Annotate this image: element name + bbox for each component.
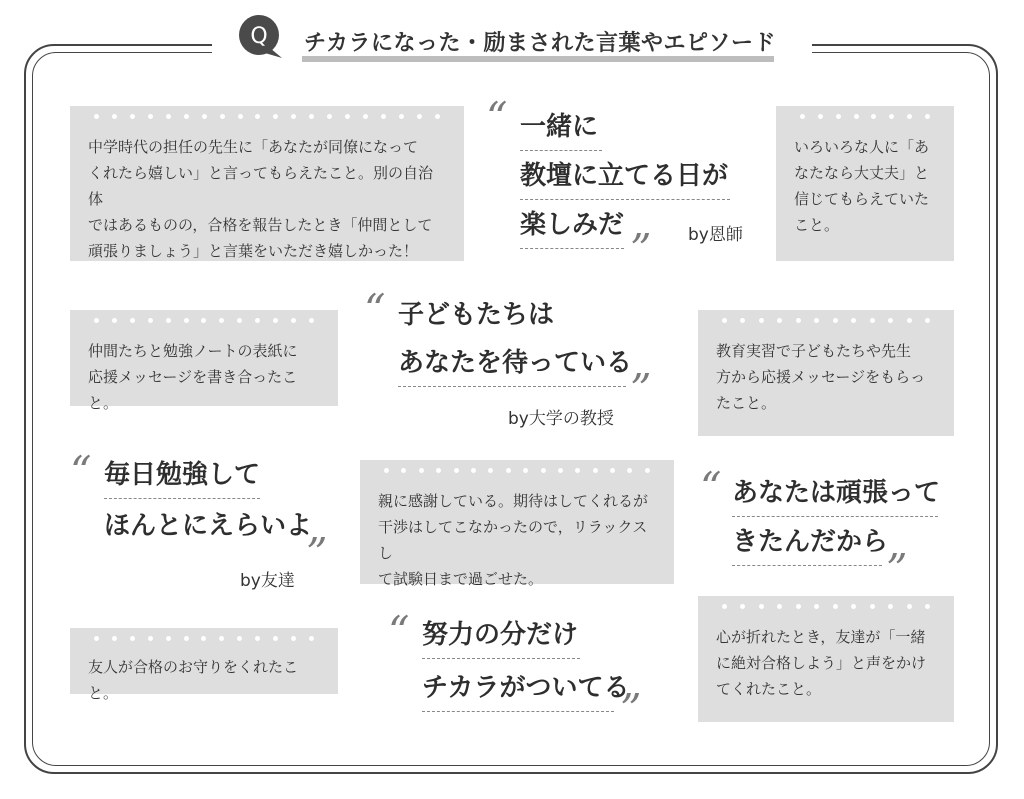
episode-card-1 (70, 106, 464, 261)
dot (814, 604, 819, 609)
dot (759, 318, 764, 323)
dot (814, 318, 819, 323)
dot (130, 318, 135, 323)
dot (740, 318, 745, 323)
episode-text: 中学時代の担任の先生に「あなたが同僚になって くれたら嬉しい」と言ってもらえたこと。別の自治体 ではあるものの，合格を報告したとき「仲間として 頑張りましょう」と言葉をいただき嬉しかった！ (88, 138, 434, 260)
dot (309, 318, 314, 323)
dot (593, 468, 598, 473)
quote-3 (104, 458, 312, 549)
dot (627, 468, 632, 473)
dot (888, 604, 893, 609)
close-quote-icon: ” (620, 685, 642, 734)
title-underline (302, 56, 774, 62)
dot (255, 318, 260, 323)
dot (201, 636, 206, 641)
dot (237, 636, 242, 641)
badge-letter: Q (250, 24, 268, 49)
dot (740, 604, 745, 609)
quote-line: あなたは頑張って (732, 476, 938, 517)
dot (291, 318, 296, 323)
dot (796, 318, 801, 323)
dot (238, 114, 243, 119)
open-quote-icon: “ (388, 607, 410, 656)
dot (219, 636, 224, 641)
dot (184, 318, 189, 323)
dot (575, 468, 580, 473)
episode-text: 友人が合格のお守りをくれたこと。 (88, 658, 299, 702)
dot (851, 604, 856, 609)
dot (417, 114, 422, 119)
dot (273, 114, 278, 119)
quote-line: 楽しみだ (520, 208, 624, 249)
dot (345, 114, 350, 119)
dot (309, 114, 314, 119)
dot (148, 636, 153, 641)
dot (759, 604, 764, 609)
dot (454, 468, 459, 473)
dot (201, 318, 206, 323)
card-dots (716, 596, 936, 616)
q-speech-bubble-icon (232, 14, 286, 60)
dot (777, 318, 782, 323)
quote-line: あなたを待っている (398, 346, 626, 387)
dot (871, 114, 876, 119)
dot (219, 318, 224, 323)
dot (836, 114, 841, 119)
dot (645, 468, 650, 473)
episode-card-6 (70, 628, 338, 702)
dot (148, 318, 153, 323)
dot (722, 318, 727, 323)
dot (166, 636, 171, 641)
quote-line: きたんだから (732, 525, 882, 566)
episode-text: 心が折れたとき，友達が「一緒 に絶対合格しよう」と声をかけ てくれたこと。 (716, 628, 927, 698)
dot (818, 114, 823, 119)
open-quote-icon: “ (700, 463, 722, 512)
dot (833, 318, 838, 323)
dot (399, 114, 404, 119)
dot (800, 114, 805, 119)
dot (184, 114, 189, 119)
dot (148, 114, 153, 119)
quote-line: 毎日勉強して (104, 458, 260, 499)
dot (488, 468, 493, 473)
quote-line: 一緒に (520, 110, 602, 151)
dot (327, 114, 332, 119)
quote-attribution: by恩師 (688, 225, 743, 245)
dot (506, 468, 511, 473)
dot (925, 318, 930, 323)
dot (435, 114, 440, 119)
card-dots (794, 106, 936, 126)
dot (94, 114, 99, 119)
dot (610, 468, 615, 473)
dot (291, 114, 296, 119)
close-quote-icon: ” (630, 225, 652, 274)
dot (401, 468, 406, 473)
dot (309, 636, 314, 641)
dot (722, 604, 727, 609)
episode-card-7 (698, 596, 954, 722)
dot (130, 114, 135, 119)
dot (166, 318, 171, 323)
dot (558, 468, 563, 473)
dot (471, 468, 476, 473)
dot (255, 114, 260, 119)
dot (130, 636, 135, 641)
dot (925, 114, 930, 119)
dot (796, 604, 801, 609)
dot (870, 318, 875, 323)
episode-text: 親に感謝している。期待はしてくれるが 干渉はしてこなかったので，リラックスし て試験日まで過ごせた。 (378, 492, 649, 588)
dot (202, 114, 207, 119)
episode-card-5 (360, 460, 674, 588)
dot (889, 114, 894, 119)
dot (523, 468, 528, 473)
quote-attribution: by友達 (240, 571, 295, 591)
dot (907, 604, 912, 609)
dot (166, 114, 171, 119)
quote-line: 努力の分だけ (422, 618, 580, 659)
quote-5 (422, 618, 630, 712)
card-dots (88, 310, 320, 330)
open-quote-icon: “ (364, 285, 386, 334)
dot (419, 468, 424, 473)
episode-card-4 (698, 310, 954, 436)
dot (925, 604, 930, 609)
quote-line: 子どもたちは (398, 300, 555, 330)
dot (541, 468, 546, 473)
dot (363, 114, 368, 119)
dot (854, 114, 859, 119)
dot (907, 114, 912, 119)
card-dots (716, 310, 936, 330)
dot (255, 636, 260, 641)
card-dots (88, 628, 320, 648)
open-quote-icon: “ (486, 93, 508, 142)
close-quote-icon: ” (630, 365, 652, 414)
dot (94, 636, 99, 641)
card-dots (378, 460, 656, 480)
episode-text: 教育実習で子どもたちや先生 方から応援メッセージをもらっ たこと。 (716, 342, 926, 412)
dot (777, 604, 782, 609)
dot (273, 636, 278, 641)
dot (291, 636, 296, 641)
dot (384, 468, 389, 473)
dot (833, 604, 838, 609)
card-dots (88, 106, 446, 126)
dot (870, 604, 875, 609)
quote-2 (398, 298, 633, 387)
dot (273, 318, 278, 323)
dot (94, 318, 99, 323)
quote-line: 教壇に立てる日が (520, 159, 730, 200)
dot (184, 636, 189, 641)
dot (381, 114, 386, 119)
page-title: チカラになった・励まされた言葉やエピソード (304, 31, 777, 56)
episode-card-2 (776, 106, 954, 261)
close-quote-icon: ” (306, 529, 328, 578)
dot (888, 318, 893, 323)
episode-card-3 (70, 310, 338, 412)
quote-line: ほんとにえらいよ (104, 511, 313, 541)
quote-attribution: by大学の教授 (508, 409, 614, 429)
dot (436, 468, 441, 473)
dot (112, 318, 117, 323)
dot (112, 114, 117, 119)
dot (851, 318, 856, 323)
open-quote-icon: “ (70, 447, 92, 496)
dot (112, 636, 117, 641)
dot (237, 318, 242, 323)
dot (907, 318, 912, 323)
episode-text: 仲間たちと勉強ノートの表紙に 応援メッセージを書き合ったこと。 (88, 342, 298, 412)
quote-line: チカラがついてる (422, 671, 614, 712)
episode-text: いろいろな人に「あ なたなら大丈夫」と 信じてもらえていた こと。 (794, 138, 930, 234)
close-quote-icon: ” (886, 545, 908, 594)
dot (220, 114, 225, 119)
